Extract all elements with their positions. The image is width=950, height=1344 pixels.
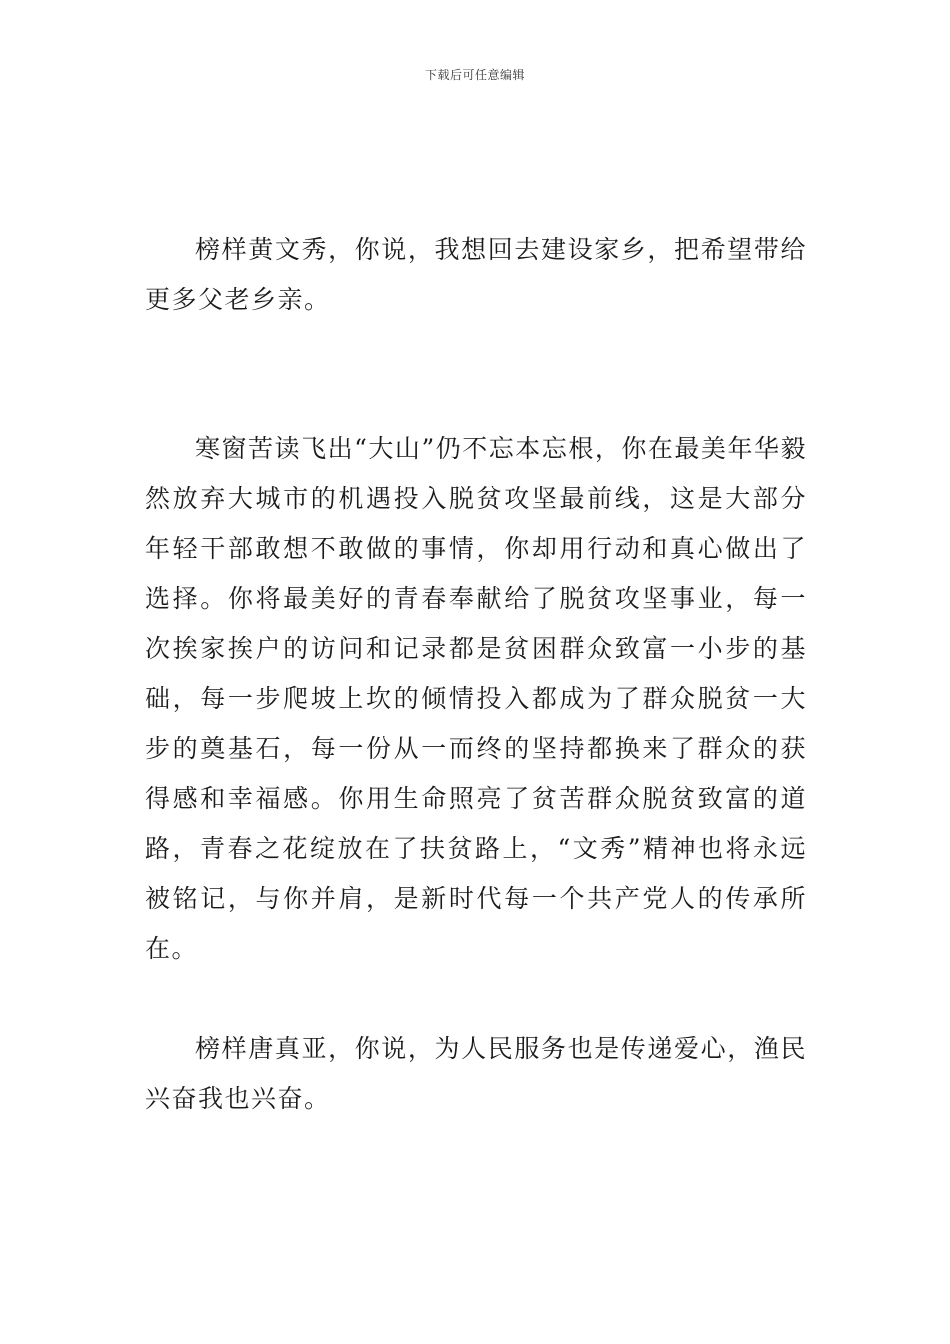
header-note: 下载后可任意编辑 <box>424 68 525 82</box>
paragraph-tang-zhenya-quote: 榜样唐真亚，你说，为人民服务也是传递爱心，渔民兴奋我也兴奋。 <box>145 1034 807 1113</box>
paragraph-huang-wenxiu-quote: 榜样黄文秀，你说，我想回去建设家乡，把希望带给更多父老乡亲。 <box>145 235 807 314</box>
paragraph-huang-wenxiu-story: 寒窗苦读飞出“大山”仍不忘本忘根，你在最美年华毅然放弃大城市的机遇投入脱贫攻坚最前线，这是大部分年轻干部敢想不敢做的事情，你却用行动和真心做出了选择。你将最美好的青春奉献给了脱贫攻坚事业，每一次挨家挨户的访问和记录都是贫困群众致富一小步的基础，每一步爬坡上坎的倾情投入都成为了群众脱贫一大步的奠基石，每一份从一而终的坚持都换来了群众的获得感和幸福感。你用生命照亮了贫苦群众脱贫致富的道路，青春之花绽放在了扶贫路上，“文秀”精神也将永远被铭记，与你并肩，是新时代每一个共产党人的传承所在。 <box>145 434 807 963</box>
